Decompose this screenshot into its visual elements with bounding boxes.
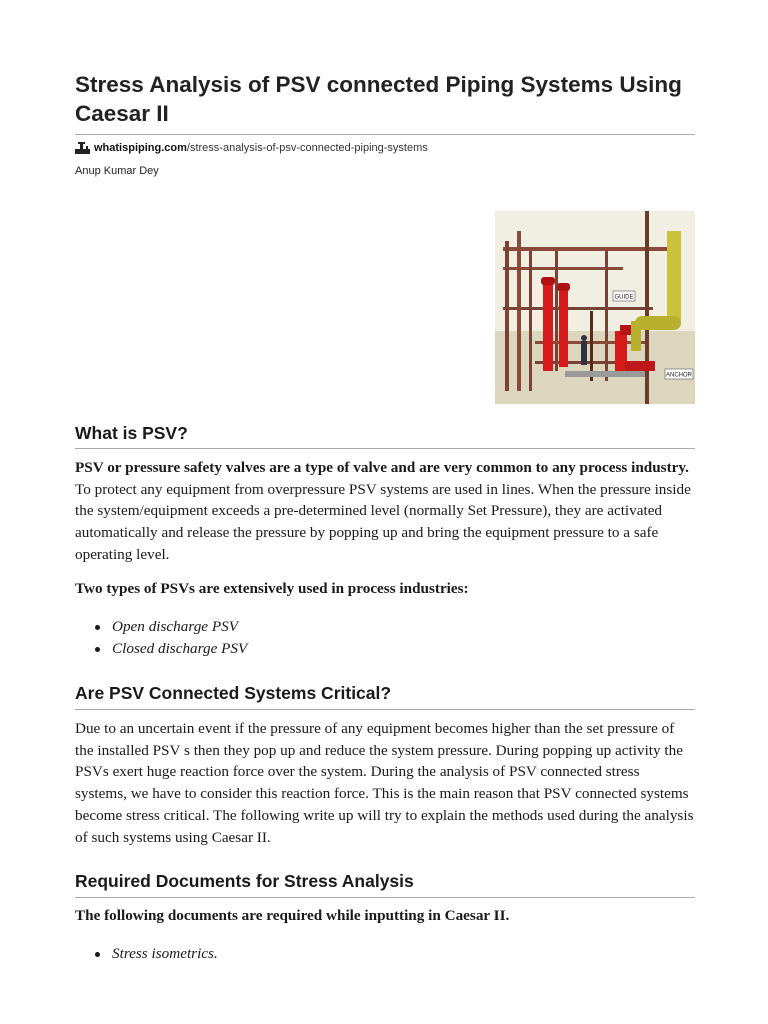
paragraph-bold-lead: PSV or pressure safety valves are a type of valve and are very common to any process industry. (75, 459, 689, 476)
psv-types-lead: Two types of PSVs are extensively used in process industries: (75, 580, 469, 597)
anchor-label: ANCHOR (665, 372, 693, 379)
heading-psv-critical: Are PSV Connected Systems Critical? (75, 683, 392, 703)
paragraph-body: To protect any equipment from overpressure PSV systems are used in lines. When the pressure inside the system/equipment exceeds a pre-determined level (normally Set Pressure), they are activated automatically and release the pressure by popping up and bring the equipment pressure to a safe operating level. (75, 480, 691, 563)
section-divider (75, 897, 695, 898)
source-line (75, 140, 428, 156)
paragraph-psv-critical: Due to an uncertain event if the pressure of any equipment becomes higher than the set pressure of the installed PSV s then they pop up and reduce the system pressure. During popping up activity the PSVs exert huge reaction force over the system. During the analysis of PSV connected stress systems, we have to consider this reaction force. This is the main reason that PSV connected systems become stress critical. The following write up will try to explain the methods used during the analysis of such systems using Caesar II. (75, 720, 694, 846)
list-item: Open discharge PSV (95, 616, 247, 638)
author-name: Anup Kumar Dey (75, 165, 159, 177)
title-divider (75, 134, 695, 135)
guide-label: GUIDE (614, 294, 634, 301)
heading-what-is-psv: What is PSV? (75, 423, 188, 443)
list-item: Stress isometrics. (95, 943, 218, 965)
article-title: Stress Analysis of PSV connected Piping Systems Using Caesar II (75, 72, 682, 126)
psv-types-list (95, 616, 247, 659)
paragraph-what-is-psv (75, 457, 695, 566)
list-item: Closed discharge PSV (95, 638, 247, 660)
required-documents-lead: The following documents are required while inputting in Caesar II. (75, 907, 510, 924)
section-divider (75, 448, 695, 449)
heading-required-documents: Required Documents for Stress Analysis (75, 871, 414, 891)
source-path-link[interactable]: /stress-analysis-of-psv-connected-piping-systems (186, 142, 428, 154)
required-documents-list (95, 943, 218, 965)
site-logo-icon (75, 142, 90, 154)
psv-piping-model-image (495, 211, 695, 404)
source-domain-link[interactable]: whatispiping.com (94, 142, 187, 154)
section-divider (75, 709, 695, 710)
